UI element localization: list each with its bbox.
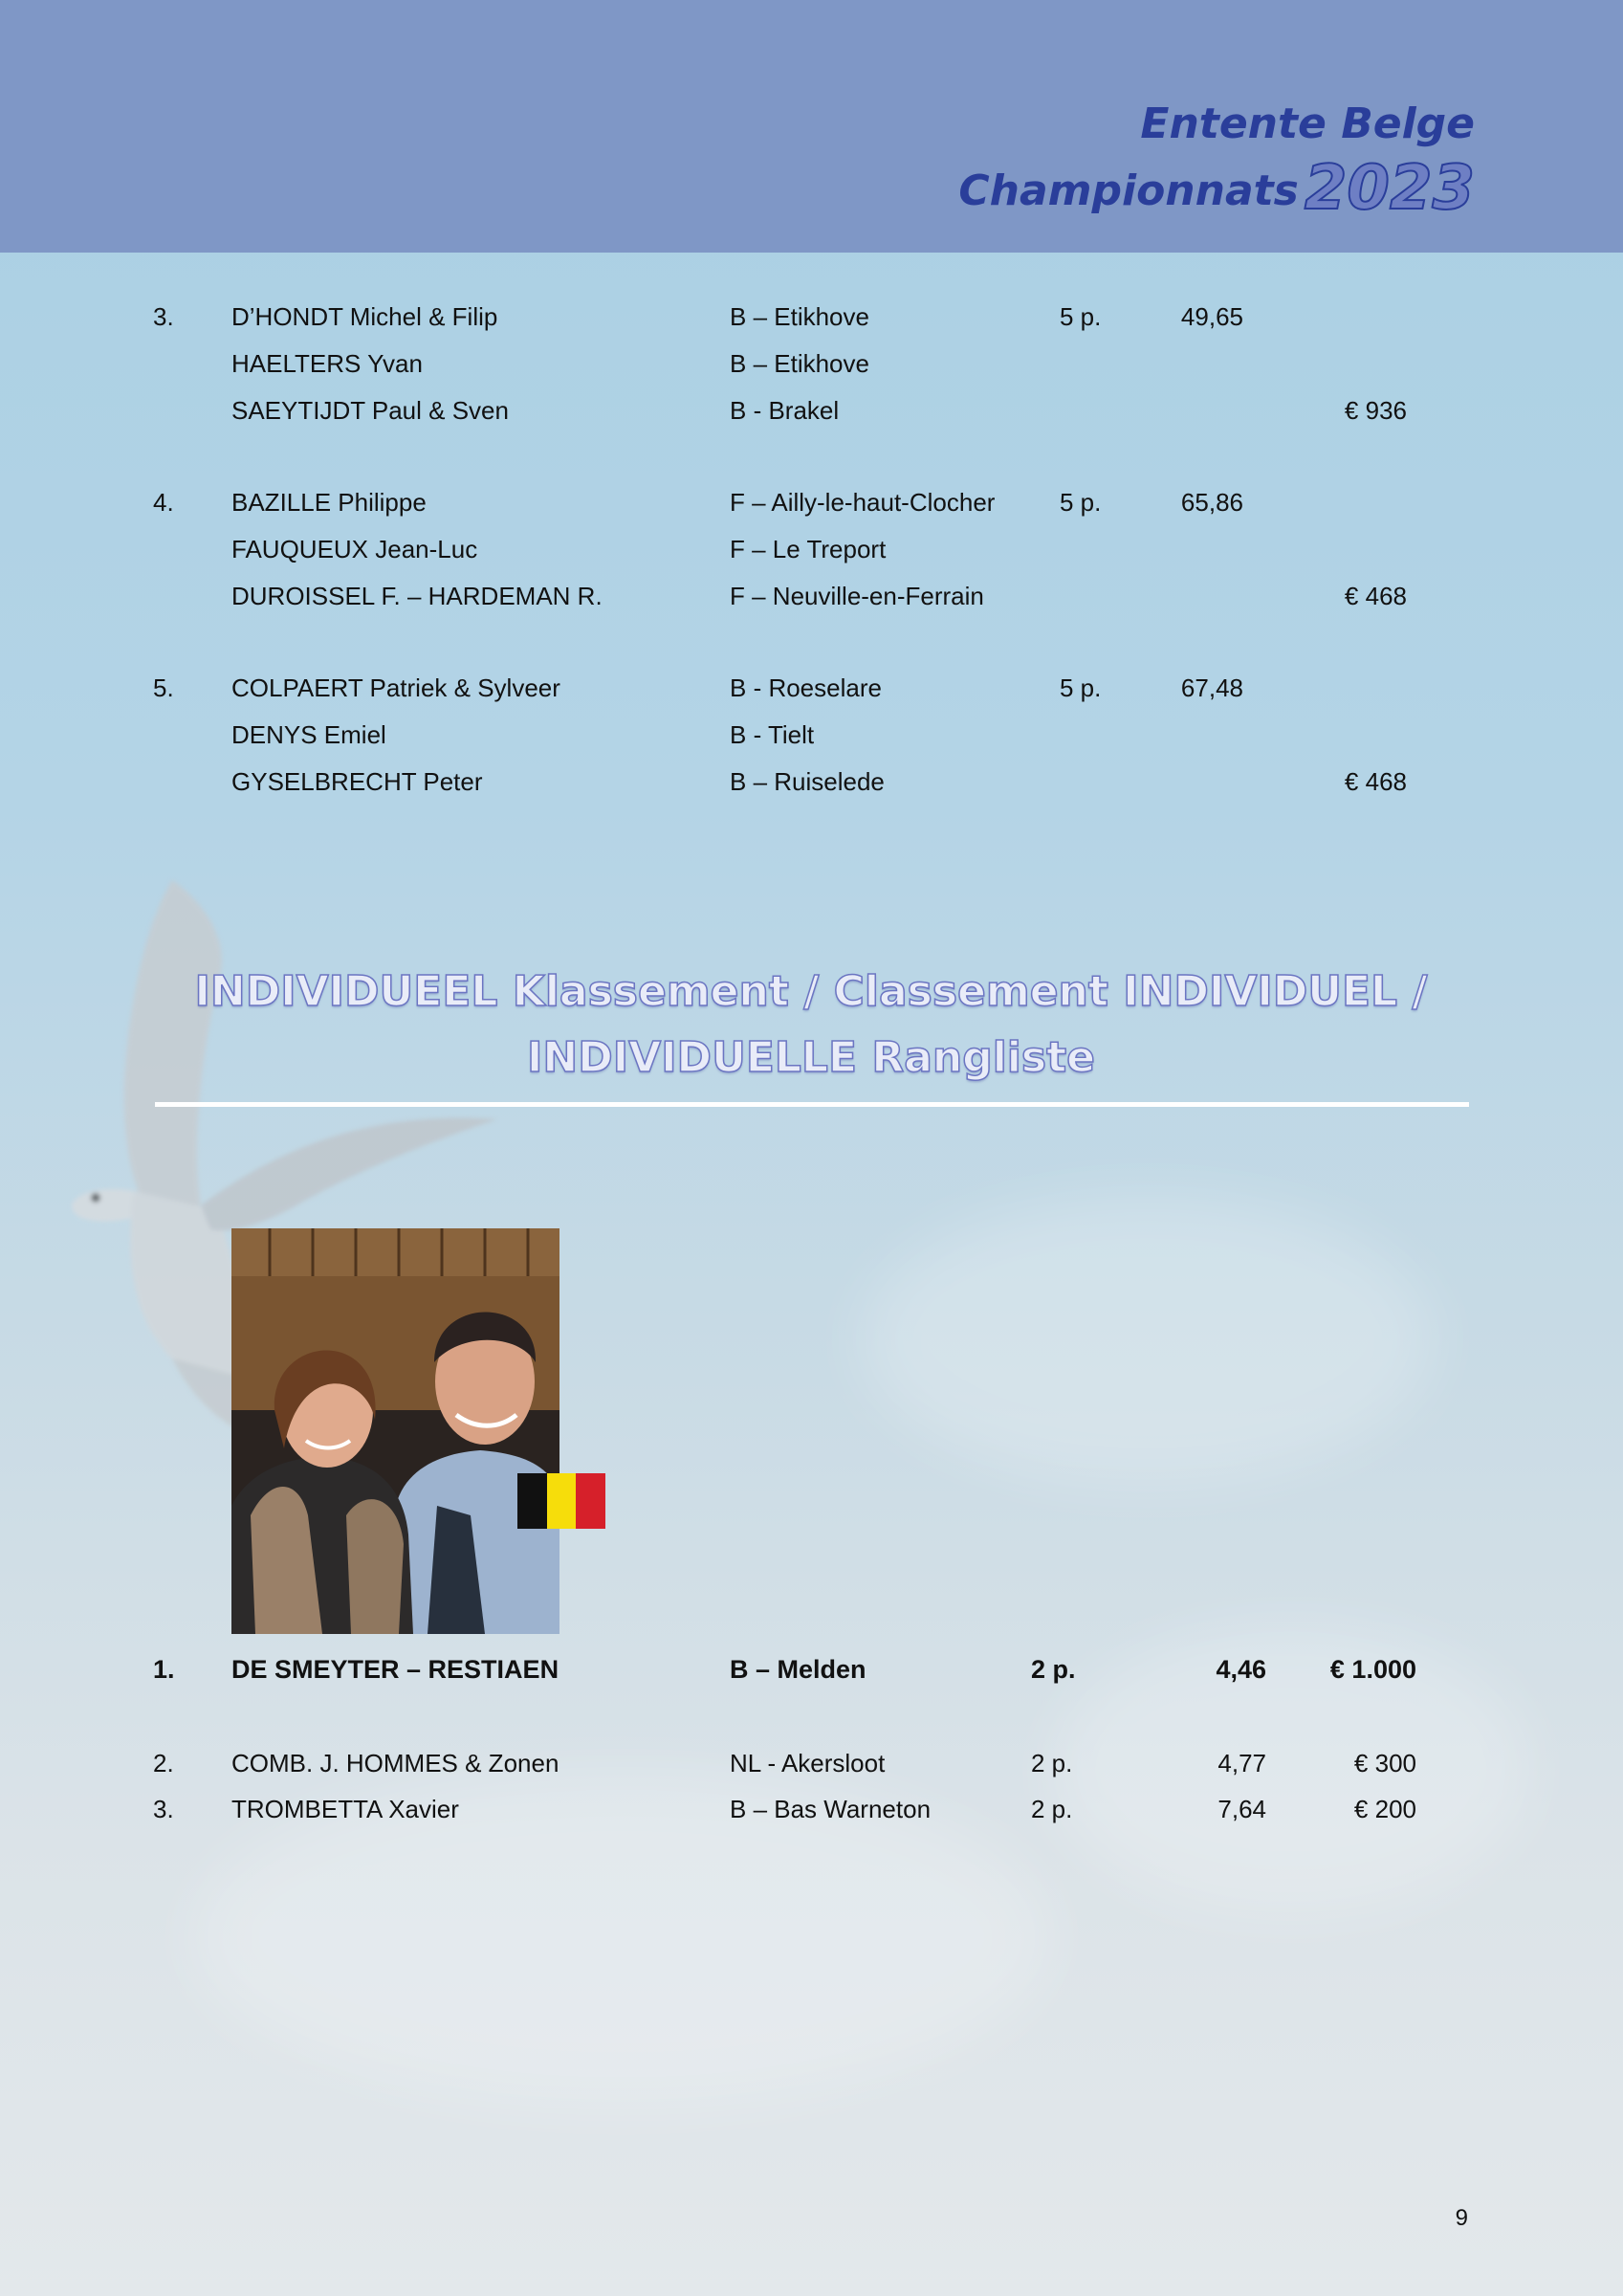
winners-photo [231,1228,559,1634]
team-member-location: F – Neuville-en-Ferrain [730,582,984,610]
individual-points: 2 p. [1031,1655,1076,1684]
individual-prize: € 1.000 [1329,1655,1416,1684]
individual-location: B – Melden [730,1655,866,1684]
individual-location: NL - Akersloot [730,1749,886,1777]
team-points: 5 p. [1060,488,1102,517]
team-member-name: HAELTERS Yvan [231,349,423,378]
section-divider [155,1102,1469,1107]
individual-rank: 2. [153,1749,174,1777]
individual-rank: 1. [153,1655,175,1684]
team-value: 65,86 [1180,488,1243,517]
team-rank: 5. [153,673,174,702]
team-rank: 3. [153,302,174,331]
belgian-flag [517,1473,605,1529]
individual-rank: 3. [153,1795,174,1823]
team-points: 5 p. [1060,673,1102,702]
individual-value: 4,77 [1217,1749,1266,1777]
page-header [0,0,1623,253]
section-title-line2: INDIVIDUELLE Rangliste [527,1033,1095,1082]
section-title-line1: INDIVIDUEEL Klassement / Classement INDIVIDUEL / [194,967,1428,1016]
team-member-name: FAUQUEUX Jean-Luc [231,535,478,563]
flag-stripe [547,1473,577,1529]
header-title: Entente Belge [1140,99,1475,148]
page-number: 9 [1455,2205,1468,2231]
individual-value: 7,64 [1217,1795,1266,1823]
team-prize: € 468 [1344,582,1407,610]
team-member-location: B – Etikhove [730,302,869,331]
cloud [1052,1626,1530,1913]
cloud [861,1196,1435,1483]
team-member-location: F – Le Treport [730,535,887,563]
team-member-name: COLPAERT Patriek & Sylveer [231,673,560,702]
header-year: 2023 [1304,153,1475,224]
individual-name: COMB. J. HOMMES & Zonen [231,1749,559,1777]
team-rank: 4. [153,488,174,517]
team-member-location: B - Brakel [730,396,840,425]
team-member-location: B - Tielt [730,720,815,749]
flag-stripe [576,1473,605,1529]
team-value: 67,48 [1180,673,1243,702]
team-member-name: DENYS Emiel [231,720,386,749]
team-member-name: SAEYTIJDT Paul & Sven [231,396,509,425]
team-member-location: B – Etikhove [730,349,869,378]
section-title [153,959,1469,1091]
team-prize: € 936 [1344,396,1407,425]
individual-value: 4,46 [1216,1655,1266,1684]
individual-location: B – Bas Warneton [730,1795,932,1823]
header-subtitle-text: Championnats [958,166,1299,215]
team-member-name: GYSELBRECHT Peter [231,767,483,796]
individual-points: 2 p. [1031,1749,1073,1777]
individual-prize: € 300 [1353,1749,1416,1777]
flag-stripe [517,1473,547,1529]
individual-name: TROMBETTA Xavier [231,1795,459,1823]
team-points: 5 p. [1060,302,1102,331]
team-prize: € 468 [1344,767,1407,796]
team-member-location: B - Roeselare [730,673,882,702]
team-member-location: F – Ailly-le-haut-Clocher [730,488,996,517]
team-member-name: DUROISSEL F. – HARDEMAN R. [231,582,603,610]
team-member-name: D’HONDT Michel & Filip [231,302,498,331]
team-member-location: B – Ruiselede [730,767,885,796]
header-subtitle [958,153,1475,224]
individual-prize: € 200 [1353,1795,1416,1823]
individual-name: DE SMEYTER – RESTIAEN [231,1655,559,1684]
team-value: 49,65 [1180,302,1243,331]
team-member-name: BAZILLE Philippe [231,488,427,517]
individual-points: 2 p. [1031,1795,1073,1823]
